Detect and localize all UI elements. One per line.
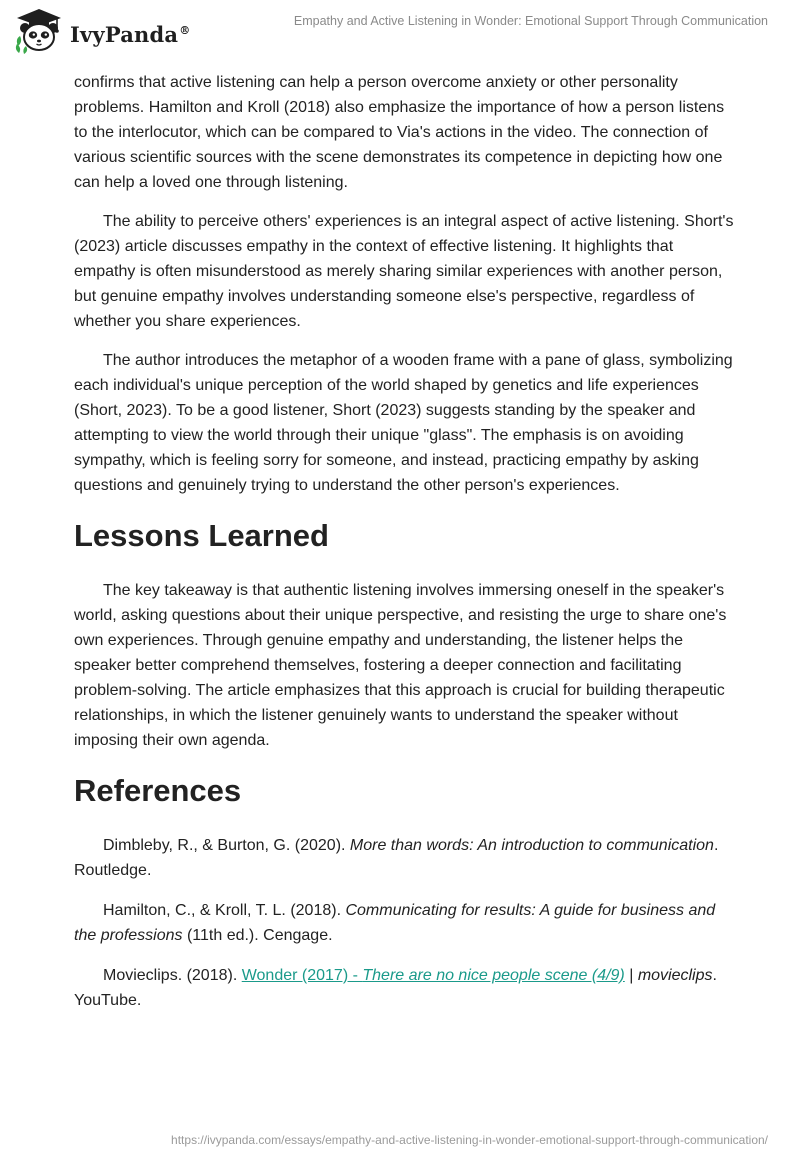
- source-url[interactable]: https://ivypanda.com/essays/empathy-and-active-listening-in-wonder-emotional-support-through-communication/: [171, 1133, 768, 1147]
- paragraph-empathy: The ability to perceive others' experiences is an integral aspect of active listening. Short's (2023) article discusses empathy in the context of effective listening. It highlights that empathy is often misunderstood as merely sharing similar experiences with another person, but genuine empathy involves understanding someone else's perspective, regardless of whether you share experiences.: [74, 213, 734, 330]
- video-link[interactable]: Wonder (2017) - There are no nice people scene (4/9): [241, 967, 625, 984]
- document-title: Empathy and Active Listening in Wonder: Emotional Support Through Communication: [293, 14, 768, 28]
- logo-wordmark: IvyPanda®: [70, 21, 191, 47]
- paragraph-glass-metaphor: The author introduces the metaphor of a wooden frame with a pane of glass, symbolizing each individual's unique perception of the world shaped by genetics and life experiences (Short, 2023). To be a good listener, Short (2023) suggests standing by the speaker and attempting to view the world through their unique "glass". The emphasis is on avoiding sympathy, which is feeling sorry for someone, and instead, practicing empathy by asking questions and genuinely trying to understand the other person's experiences.: [74, 352, 733, 494]
- panda-graduate-icon: [12, 6, 66, 56]
- ivypanda-logo[interactable]: [12, 6, 190, 56]
- paragraph-lessons: The key takeaway is that authentic listening involves immersing oneself in the speaker's world, asking questions about their unique perspective, and resisting the urge to share one's own experiences. Through genuine empathy and understanding, the listener helps the speaker better comprehend themselves, fostering a deeper connection and facilitating problem-solving. The article emphasizes that this approach is crucial for building therapeutic relationships, in which the listener genuinely wants to understand the speaker without imposing their own agenda.: [74, 582, 727, 749]
- reference-channel: movieclips: [637, 967, 713, 984]
- page-header: [0, 0, 800, 58]
- references-heading: References: [74, 773, 242, 808]
- reference-title: Communicating for results: A guide for business and the professions: [74, 902, 716, 944]
- reference-item: Movieclips. (2018). Wonder (2017) - There are no nice people scene (4/9) | movieclips. YouTube.: [74, 967, 717, 1009]
- essay-body: [74, 70, 734, 1028]
- reference-item: Dimbleby, R., & Burton, G. (2020). More than words: An introduction to communication. Routledge.: [74, 837, 719, 879]
- reference-item: Hamilton, C., & Kroll, T. L. (2018). Communicating for results: A guide for business and the professions (11th ed.). Cengage.: [74, 902, 716, 944]
- paragraph-continuation: confirms that active listening can help a person overcome anxiety or other personality problems. Hamilton and Kroll (2018) also emphasize the importance of how a person listens to the interlocutor, which can be compared to Via's actions in the video. The connection of various scientific sources with the scene demonstrates its competence in depicting how one can help a loved one through listening.: [74, 74, 725, 191]
- lessons-learned-heading: Lessons Learned: [74, 518, 329, 553]
- reference-title: More than words: An introduction to communication: [349, 837, 714, 854]
